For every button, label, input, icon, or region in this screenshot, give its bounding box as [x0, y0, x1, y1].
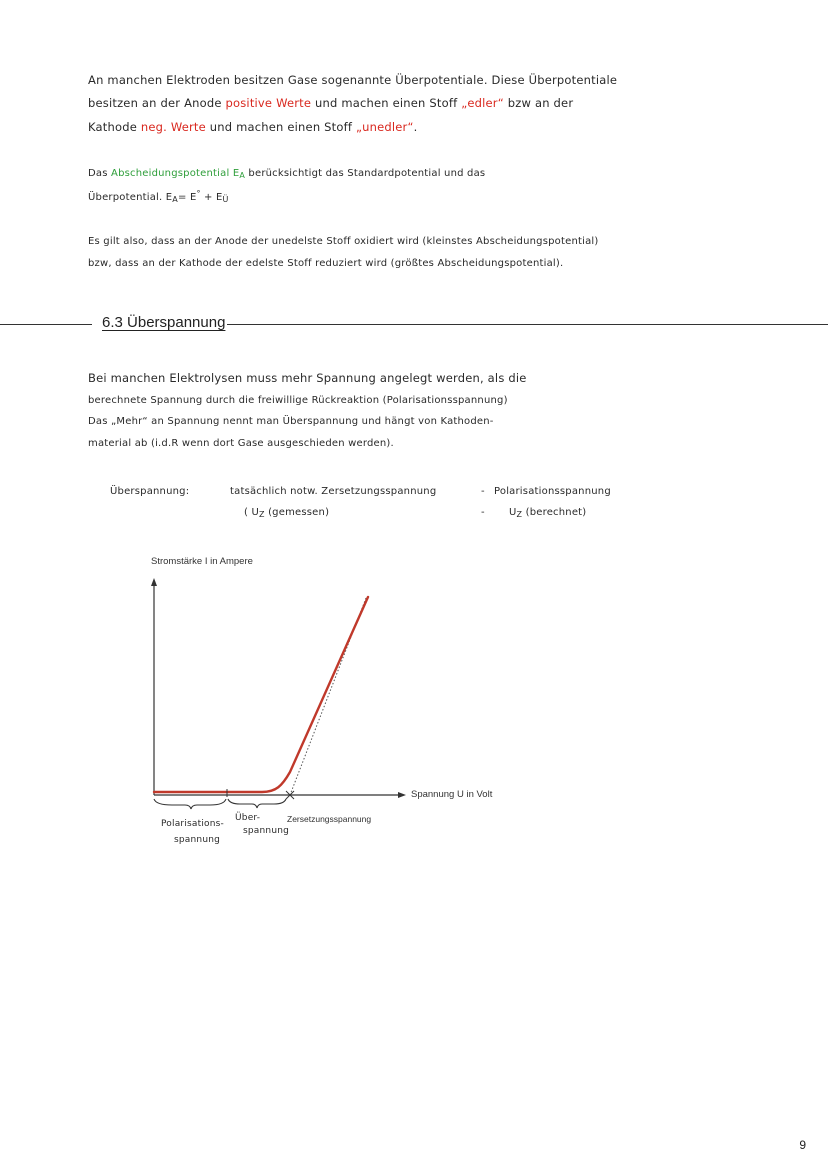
para1-line1: An manchen Elektroden besitzen Gase sogenannte Überpotentiale. Diese Überpotentiale	[88, 73, 618, 87]
formula-minus1: -	[481, 486, 485, 497]
text: Abscheidungspotential E	[111, 168, 240, 179]
text: Das	[88, 168, 112, 179]
para4-line1: Bei manchen Elektrolysen muss mehr Spannung angelegt werden, als die	[88, 371, 527, 385]
highlight-negative: neg. Werte	[140, 120, 206, 134]
subscript: Ü	[222, 195, 229, 204]
text: Kathode	[88, 120, 141, 134]
text: (gemessen)	[264, 507, 330, 518]
annotation-polarisation-2: spannung	[174, 835, 221, 845]
para4-line4: material ab (i.d.R wenn dort Gase ausgeschieden werden).	[88, 438, 394, 449]
text: besitzen an der Anode	[88, 96, 226, 110]
formula-term1: tatsächlich notw. Zersetzungsspannung	[230, 486, 437, 497]
y-axis-arrow	[151, 578, 157, 586]
annotation-ueber-2: spannung	[243, 826, 290, 836]
brace-polarisation	[154, 799, 226, 809]
section-title: 6.3 Überspannung	[102, 314, 226, 331]
subscript: A	[172, 195, 178, 204]
text: und machen einen Stoff	[205, 120, 356, 134]
subscript: Z	[259, 510, 265, 519]
annotation-ueber-1: Über-	[235, 813, 261, 823]
chart-x-label: Spannung U in Volt	[411, 789, 493, 800]
highlight-positive: positive Werte	[225, 96, 312, 110]
text: ( U	[244, 507, 259, 518]
text: .	[413, 120, 418, 134]
x-axis-arrow	[398, 792, 406, 798]
chart-y-label: Stromstärke I in Ampere	[151, 556, 253, 567]
para4-line3: Das „Mehr“ an Spannung nennt man Überspannung und hängt von Kathoden-	[88, 416, 494, 427]
para4-line2: berechnete Spannung durch die freiwillige Rückreaktion (Polarisationsspannung)	[88, 395, 508, 406]
text: und machen einen Stoff	[311, 96, 462, 110]
formula-term2: Polarisationsspannung	[494, 486, 611, 497]
text: berücksichtigt das Standardpotential und das	[245, 168, 486, 179]
text: Überpotential. E	[88, 192, 173, 203]
para3-line1: Es gilt also, dass an der Anode der unedelste Stoff oxidiert wird (kleinstes Abscheidungspotential)	[88, 236, 599, 247]
formula-minus2: -	[481, 507, 485, 518]
text: + E	[200, 192, 223, 203]
formula-label: Überspannung:	[110, 486, 190, 497]
highlight-edler: „edler“	[461, 96, 504, 110]
para3-line2: bzw, dass an der Kathode der edelste Stoff reduziert wird (größtes Abscheidungspotential).	[88, 258, 564, 269]
annotation-polarisation-1: Polarisations-	[161, 819, 225, 829]
highlight-unedler: „unedler“	[355, 120, 414, 134]
annotation-zersetzung: Zersetzungsspannung	[287, 814, 372, 824]
subscript: A	[239, 171, 246, 180]
current-voltage-curve	[154, 597, 368, 792]
text: = E	[177, 192, 197, 203]
text: U	[509, 507, 517, 518]
text: (berechnet)	[522, 507, 587, 518]
page-number: 9	[799, 1138, 806, 1152]
subscript: Z	[516, 510, 523, 519]
text: bzw an der	[503, 96, 574, 110]
brace-ueberspannung	[228, 799, 286, 808]
superscript: °	[196, 189, 201, 198]
